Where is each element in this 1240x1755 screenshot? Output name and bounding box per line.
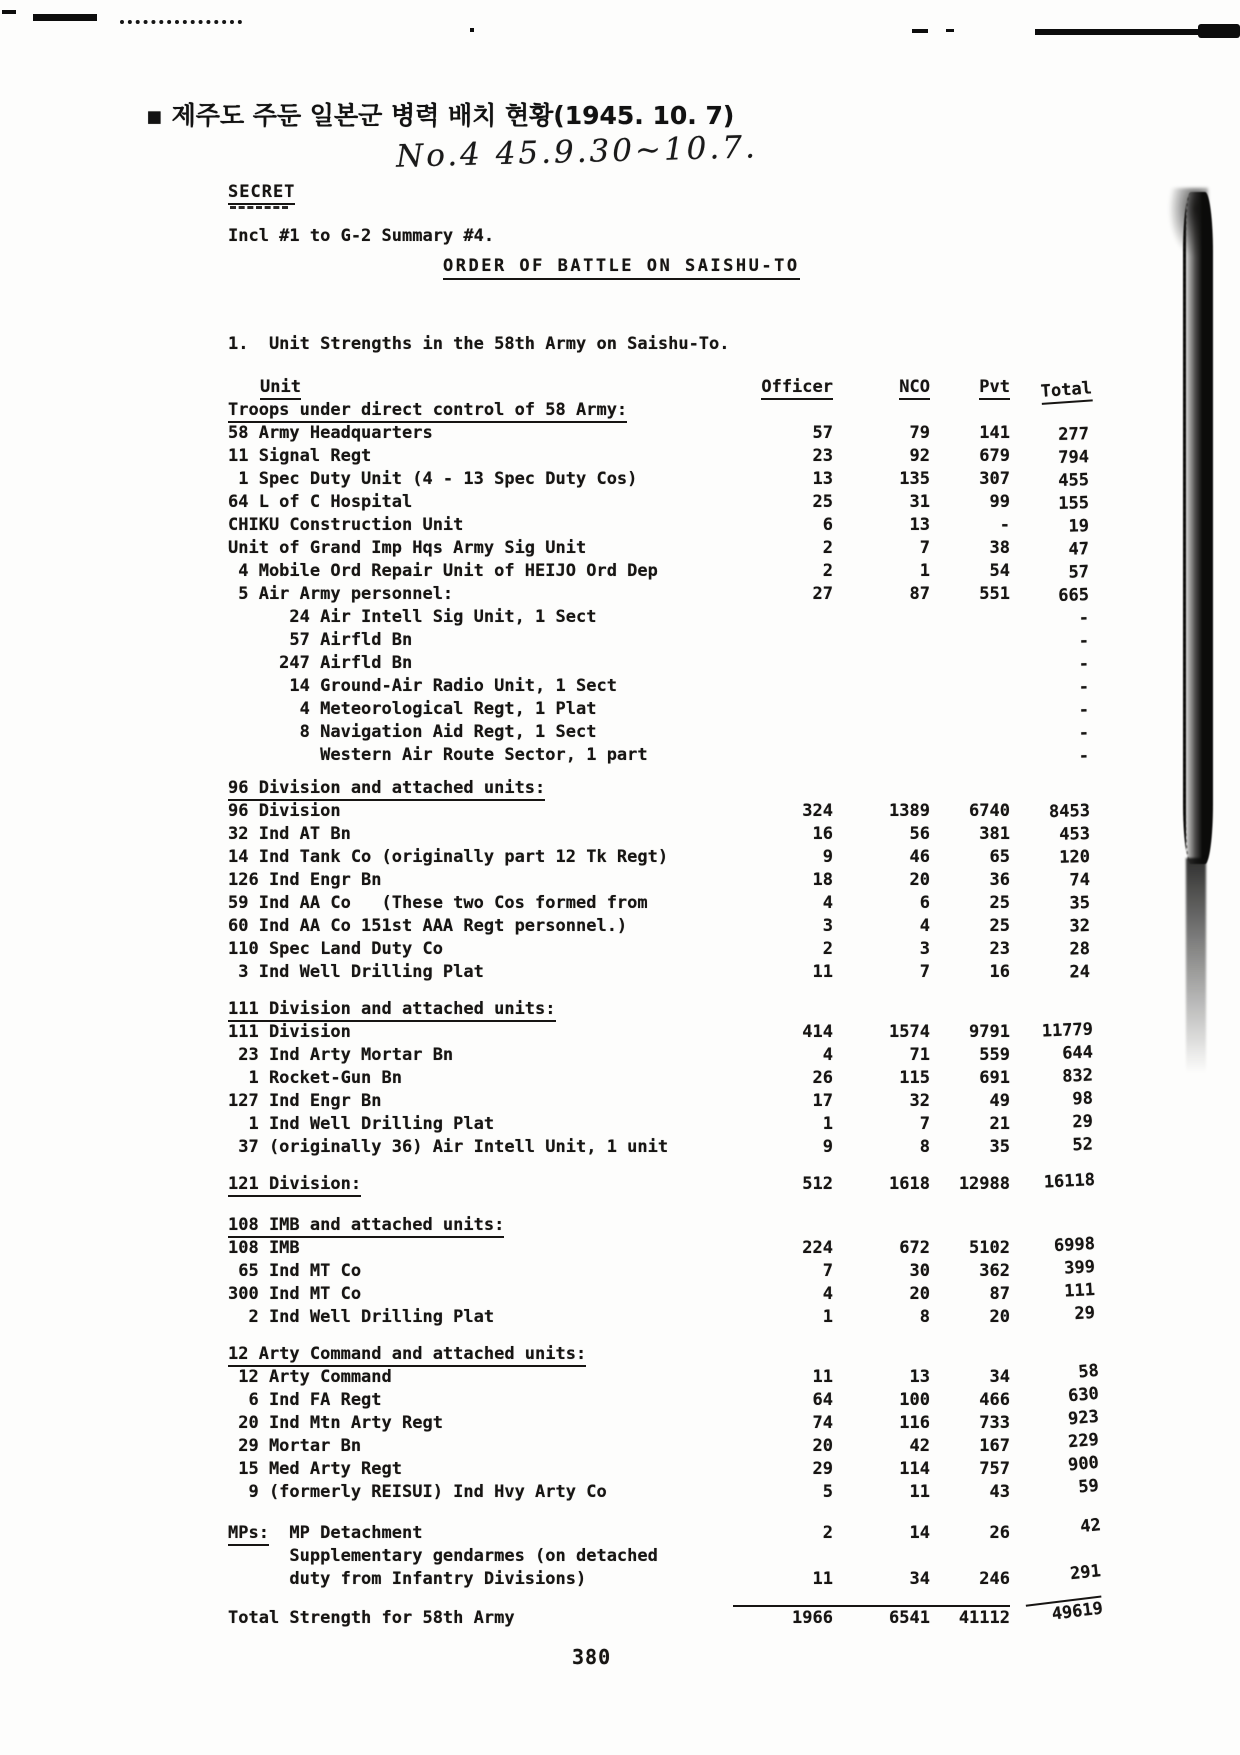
- officer-value: 16: [812, 824, 833, 844]
- pvt-value: 34: [989, 1367, 1010, 1387]
- officer-value: 324: [802, 801, 833, 821]
- table-row: [228, 721, 1208, 744]
- officer-value: 11: [812, 1367, 833, 1387]
- total-value: 111: [1063, 1280, 1096, 1302]
- pvt-value: 20: [989, 1307, 1010, 1327]
- total-value: -: [1078, 631, 1090, 652]
- column-header-nco: NCO: [899, 377, 930, 400]
- unit-name: 110 Spec Land Duty Co: [228, 939, 443, 959]
- total-value: -: [1078, 677, 1090, 698]
- table-row: [228, 583, 1208, 606]
- column-header-pvt: Pvt: [979, 377, 1010, 400]
- nco-value: 114: [899, 1459, 930, 1479]
- total-value: 155: [1058, 493, 1090, 514]
- table-row: [228, 744, 1208, 767]
- classification-text: SECRET: [228, 182, 295, 205]
- unit-name: CHIKU Construction Unit: [228, 515, 464, 535]
- enclosure-line: Incl #1 to G-2 Summary #4.: [228, 226, 495, 246]
- total-value: 120: [1059, 847, 1091, 868]
- nco-value: 135: [899, 469, 930, 489]
- total-value: [1013, 1015, 1089, 1017]
- unit-name: 29 Mortar Bn: [228, 1436, 362, 1456]
- total-value: 6998: [1053, 1234, 1096, 1257]
- pvt-value: 246: [979, 1569, 1010, 1589]
- total-value: [1025, 1553, 1101, 1561]
- nco-value: 672: [899, 1238, 930, 1258]
- total-value: [1013, 416, 1089, 418]
- total-value: 8453: [1048, 801, 1091, 823]
- officer-value: 23: [812, 446, 833, 466]
- officer-value: 2: [822, 538, 833, 558]
- unit-name: 127 Ind Engr Bn: [228, 1091, 382, 1111]
- unit-name: 64 L of C Hospital: [228, 492, 413, 512]
- unit-name: 108 IMB: [228, 1238, 300, 1258]
- nco-value: 6: [919, 893, 930, 913]
- unit-name: 24 Air Intell Sig Unit, 1 Sect: [228, 607, 597, 627]
- table-row: [228, 675, 1208, 698]
- pvt-value: 38: [989, 538, 1010, 558]
- unit-name: 4 Mobile Ord Repair Unit of HEIJO Ord Dep: [228, 561, 658, 581]
- table-row: [228, 606, 1208, 629]
- unit-name: 14 Ind Tank Co (originally part 12 Tk Regt): [228, 847, 669, 867]
- pvt-value: 23: [989, 939, 1010, 959]
- nco-value: 6541: [833, 1605, 930, 1630]
- total-value: 59: [1077, 1475, 1100, 1498]
- total-value: 57: [1068, 562, 1090, 583]
- table-body: [228, 399, 1208, 1630]
- unit-name: 8 Navigation Aid Regt, 1 Sect: [228, 722, 597, 742]
- table-row: [228, 1598, 1208, 1630]
- pvt-value: 733: [979, 1413, 1010, 1433]
- total-value: 16118: [1043, 1170, 1096, 1193]
- unit-name: 32 Ind AT Bn: [228, 824, 351, 844]
- scan-artifact-dash: [912, 29, 928, 33]
- nco-value: 92: [909, 446, 930, 466]
- pvt-value: 49: [989, 1091, 1010, 1111]
- nco-value: 13: [909, 515, 930, 535]
- table-row: [228, 514, 1208, 537]
- scan-artifact-dotted-line: [120, 20, 242, 24]
- total-value: -: [1078, 700, 1090, 721]
- nco-value: 71: [909, 1045, 930, 1065]
- unit-name: 59 Ind AA Co (These two Cos formed from: [228, 893, 648, 913]
- nco-value: 8: [919, 1137, 930, 1157]
- unit-name: 60 Ind AA Co 151st AAA Regt personnel.): [228, 916, 628, 936]
- scan-artifact-dash: [946, 29, 954, 32]
- table-row: [228, 1561, 1208, 1591]
- column-header-unit: Unit: [260, 377, 301, 400]
- officer-value: 64: [812, 1390, 833, 1410]
- nco-value: 8: [919, 1307, 930, 1327]
- nco-value: 20: [909, 1284, 930, 1304]
- total-value: -: [1078, 723, 1090, 744]
- scan-artifact-line: [1035, 29, 1207, 35]
- total-value: 29: [1073, 1303, 1096, 1325]
- officer-value: 29: [812, 1459, 833, 1479]
- total-value: -: [1078, 608, 1090, 629]
- table-row: [228, 800, 1208, 823]
- nco-value: 1: [919, 561, 930, 581]
- table-row: [228, 491, 1208, 514]
- table-row: [228, 560, 1208, 583]
- pvt-value: 54: [989, 561, 1010, 581]
- unit-name: Unit of Grand Imp Hqs Army Sig Unit: [228, 538, 587, 558]
- total-value: 52: [1072, 1134, 1094, 1156]
- officer-value: 57: [812, 423, 833, 443]
- total-value: 453: [1059, 824, 1091, 845]
- pvt-value: 12988: [958, 1174, 1010, 1194]
- nco-value: 7: [919, 538, 930, 558]
- nco-value: 116: [899, 1413, 930, 1433]
- total-value: 28: [1069, 939, 1091, 960]
- unit-name: 6 Ind FA Regt: [228, 1390, 382, 1410]
- officer-value: 9: [822, 847, 833, 867]
- column-header-officer: Officer: [761, 377, 833, 400]
- pvt-value: 5102: [969, 1238, 1010, 1258]
- unit-name: 3 Ind Well Drilling Plat: [228, 962, 484, 982]
- pvt-value: 551: [979, 584, 1010, 604]
- total-value: 291: [1069, 1561, 1102, 1585]
- pvt-value: 466: [979, 1390, 1010, 1410]
- total-value: 32: [1069, 916, 1091, 937]
- unit-name: 121 Division:: [228, 1174, 361, 1197]
- nco-value: 87: [909, 584, 930, 604]
- unit-name: 1 Spec Duty Unit (4 - 13 Spec Duty Cos): [228, 469, 638, 489]
- officer-value: 17: [812, 1091, 833, 1111]
- officer-value: 2: [822, 939, 833, 959]
- total-value: 832: [1061, 1065, 1094, 1087]
- total-value: 644: [1061, 1042, 1094, 1064]
- total-value: 29: [1072, 1111, 1094, 1133]
- total-value: 229: [1067, 1429, 1100, 1453]
- total-value: 19: [1068, 516, 1090, 537]
- officer-value: 2: [822, 561, 833, 581]
- pvt-value: 35: [989, 1137, 1010, 1157]
- table-row: [228, 938, 1208, 961]
- pvt-value: 21: [989, 1114, 1010, 1134]
- table-row: [228, 998, 1208, 1021]
- unit-name: 2 Ind Well Drilling Plat: [228, 1307, 495, 1327]
- table-row: [228, 777, 1208, 800]
- table-row: [228, 1113, 1208, 1136]
- officer-value: 25: [812, 492, 833, 512]
- unit-name: 37 (originally 36) Air Intell Unit, 1 unit: [228, 1137, 669, 1157]
- table-row: [228, 629, 1208, 652]
- unit-name: 96 Division: [228, 801, 341, 821]
- nco-value: 1618: [889, 1174, 930, 1194]
- total-value: 35: [1069, 893, 1091, 914]
- scan-artifact-blob: [1198, 24, 1240, 38]
- table-row: [228, 823, 1208, 846]
- nco-value: 4: [919, 916, 930, 936]
- unit-name: 108 IMB and attached units:: [228, 1215, 504, 1238]
- pvt-value: 6740: [969, 801, 1010, 821]
- officer-value: 3: [822, 916, 833, 936]
- unit-name: 111 Division: [228, 1022, 351, 1042]
- unit-name: 5 Air Army personnel:: [228, 584, 454, 604]
- pvt-value: 307: [979, 469, 1010, 489]
- officer-value: 7: [822, 1261, 833, 1281]
- officer-value: 414: [802, 1022, 833, 1042]
- table-row: [228, 468, 1208, 491]
- total-value: 399: [1063, 1257, 1096, 1279]
- unit-name: 247 Airfld Bn: [228, 653, 413, 673]
- unit-name: Supplementary gendarmes (on detached: [228, 1546, 658, 1566]
- total-value: 794: [1058, 447, 1090, 468]
- pvt-value: 25: [989, 893, 1010, 913]
- unit-name: 1 Rocket-Gun Bn: [228, 1068, 402, 1088]
- total-value: 630: [1067, 1383, 1100, 1407]
- table-row: [228, 1515, 1208, 1545]
- officer-value: 18: [812, 870, 833, 890]
- total-value: 98: [1072, 1088, 1094, 1110]
- order-of-battle-table: [228, 376, 1208, 1630]
- total-value: 665: [1058, 585, 1090, 606]
- officer-value: 11: [812, 962, 833, 982]
- officer-value: 27: [812, 584, 833, 604]
- nco-value: 3: [919, 939, 930, 959]
- officer-value: 11: [812, 1569, 833, 1589]
- total-value: 47: [1068, 539, 1090, 560]
- officer-value: 13: [812, 469, 833, 489]
- nco-value: 100: [899, 1390, 930, 1410]
- table-row: [228, 445, 1208, 468]
- total-value: 24: [1069, 962, 1091, 983]
- table-row: [228, 652, 1208, 675]
- table-row: [228, 1257, 1208, 1283]
- table-row: [228, 698, 1208, 721]
- nco-value: 1389: [889, 801, 930, 821]
- table-row: [228, 1090, 1208, 1113]
- table-row: [228, 846, 1208, 869]
- unit-name: duty from Infantry Divisions): [228, 1569, 587, 1589]
- unit-name: 65 Ind MT Co: [228, 1261, 362, 1281]
- total-value: 277: [1058, 424, 1090, 445]
- officer-value: 5: [822, 1482, 833, 1502]
- nco-value: 30: [909, 1261, 930, 1281]
- unit-name: 23 Ind Arty Mortar Bn: [228, 1045, 454, 1065]
- nco-value: 46: [909, 847, 930, 867]
- officer-value: 26: [812, 1068, 833, 1088]
- unit-name: 58 Army Headquarters: [228, 423, 433, 443]
- pvt-value: -: [999, 515, 1010, 535]
- officer-value: 6: [822, 515, 833, 535]
- nco-value: 31: [909, 492, 930, 512]
- total-value: 923: [1067, 1406, 1100, 1430]
- table-row: [228, 1021, 1208, 1044]
- pvt-value: 41112: [930, 1605, 1010, 1630]
- pvt-value: 25: [989, 916, 1010, 936]
- officer-value: 4: [822, 1284, 833, 1304]
- pvt-value: 26: [989, 1523, 1010, 1543]
- nco-value: 7: [919, 962, 930, 982]
- scan-artifact-mark: [2, 10, 16, 14]
- unit-name: Western Air Route Sector, 1 part: [228, 745, 648, 765]
- pvt-value: 757: [979, 1459, 1010, 1479]
- pvt-value: 141: [979, 423, 1010, 443]
- pvt-value: 65: [989, 847, 1010, 867]
- nco-value: 14: [909, 1523, 930, 1543]
- classification-marking: [228, 182, 295, 202]
- unit-name: 14 Ground-Air Radio Unit, 1 Sect: [228, 676, 617, 696]
- total-value: 58: [1077, 1360, 1100, 1383]
- total-value: [1013, 1231, 1089, 1233]
- table-row: [228, 1136, 1208, 1159]
- table-row: [228, 1234, 1208, 1260]
- pvt-value: 99: [989, 492, 1010, 512]
- total-value: 49619: [1026, 1595, 1104, 1629]
- total-value: [1013, 794, 1089, 796]
- row-prefix: MPs:: [228, 1523, 269, 1546]
- unit-name: 1 Ind Well Drilling Plat: [228, 1114, 495, 1134]
- unit-name: 12 Arty Command and attached units:: [228, 1344, 586, 1367]
- officer-value: 512: [802, 1174, 833, 1194]
- table-row: [228, 915, 1208, 938]
- nco-value: 115: [899, 1068, 930, 1088]
- unit-name: 20 Ind Mtn Arty Regt: [228, 1413, 443, 1433]
- korean-caption: ▪ 제주도 주둔 일본군 병력 배치 현황(1945. 10. 7): [146, 101, 735, 130]
- officer-value: 2: [822, 1523, 833, 1543]
- table-row: [228, 1280, 1208, 1306]
- nco-value: 34: [909, 1569, 930, 1589]
- pvt-value: 36: [989, 870, 1010, 890]
- table-row: [228, 1475, 1208, 1504]
- unit-name: Total Strength for 58th Army: [228, 1608, 515, 1628]
- officer-value: 1: [822, 1114, 833, 1134]
- nco-value: 13: [909, 1367, 930, 1387]
- table-row: [228, 1170, 1208, 1196]
- section-1-heading: 1. Unit Strengths in the 58th Army on Saishu-To.: [228, 334, 730, 354]
- officer-value: 74: [812, 1413, 833, 1433]
- total-value: -: [1078, 746, 1090, 767]
- officer-value: 4: [822, 1045, 833, 1065]
- pvt-value: 87: [989, 1284, 1010, 1304]
- officer-value: 9: [822, 1137, 833, 1157]
- total-value: -: [1078, 654, 1090, 675]
- table-row: [228, 422, 1208, 445]
- pvt-value: 679: [979, 446, 1010, 466]
- unit-name: 11 Signal Regt: [228, 446, 372, 466]
- table-row: [228, 961, 1208, 984]
- unit-name: Troops under direct control of 58 Army:: [228, 400, 627, 423]
- officer-value: 20: [812, 1436, 833, 1456]
- unit-name: 15 Med Arty Regt: [228, 1459, 402, 1479]
- total-value: 11779: [1041, 1019, 1094, 1042]
- unit-name: 9 (formerly REISUI) Ind Hvy Arty Co: [228, 1482, 607, 1502]
- unit-name: MP Detachment: [268, 1523, 423, 1543]
- handwritten-note: No.4 45.9.30~10.7.: [395, 129, 759, 175]
- page-number: 380: [572, 1645, 612, 1669]
- table-row: [228, 537, 1208, 560]
- unit-name: 57 Airfld Bn: [228, 630, 413, 650]
- unit-name: 4 Meteorological Regt, 1 Plat: [228, 699, 597, 719]
- pvt-value: 381: [979, 824, 1010, 844]
- table-row: [228, 1303, 1208, 1329]
- document-title: ORDER OF BATTLE ON SAISHU-TO: [443, 256, 800, 280]
- unit-name: 111 Division and attached units:: [228, 999, 556, 1022]
- unit-name: 12 Arty Command: [228, 1367, 392, 1387]
- pvt-value: 43: [989, 1482, 1010, 1502]
- nco-value: 11: [909, 1482, 930, 1502]
- pvt-value: 362: [979, 1261, 1010, 1281]
- unit-name: 300 Ind MT Co: [228, 1284, 362, 1304]
- nco-value: 32: [909, 1091, 930, 1111]
- officer-value: 1: [822, 1307, 833, 1327]
- table-row: [228, 869, 1208, 892]
- pvt-value: 9791: [969, 1022, 1010, 1042]
- total-value: 42: [1079, 1515, 1102, 1538]
- pvt-value: 559: [979, 1045, 1010, 1065]
- officer-value: 4: [822, 893, 833, 913]
- table-row: [228, 1044, 1208, 1067]
- officer-value: 1966: [733, 1605, 833, 1630]
- table-row: [228, 1067, 1208, 1090]
- scan-artifact-mark: [33, 14, 97, 21]
- nco-value: 79: [909, 423, 930, 443]
- pvt-value: 691: [979, 1068, 1010, 1088]
- pvt-value: 16: [989, 962, 1010, 982]
- scan-artifact-dot: [470, 28, 474, 32]
- total-value: 455: [1058, 470, 1090, 491]
- total-value: 900: [1067, 1452, 1100, 1476]
- nco-value: 56: [909, 824, 930, 844]
- pvt-value: 167: [979, 1436, 1010, 1456]
- table-header-row: [228, 376, 1208, 402]
- column-header-total: Total: [1040, 378, 1093, 405]
- nco-value: 1574: [889, 1022, 930, 1042]
- nco-value: 7: [919, 1114, 930, 1134]
- table-row: [228, 1214, 1208, 1237]
- table-row: [228, 892, 1208, 915]
- total-value: 74: [1069, 870, 1091, 891]
- officer-value: 224: [802, 1238, 833, 1258]
- nco-value: 20: [909, 870, 930, 890]
- nco-value: 42: [909, 1436, 930, 1456]
- unit-name: 96 Division and attached units:: [228, 778, 545, 801]
- unit-name: 126 Ind Engr Bn: [228, 870, 382, 890]
